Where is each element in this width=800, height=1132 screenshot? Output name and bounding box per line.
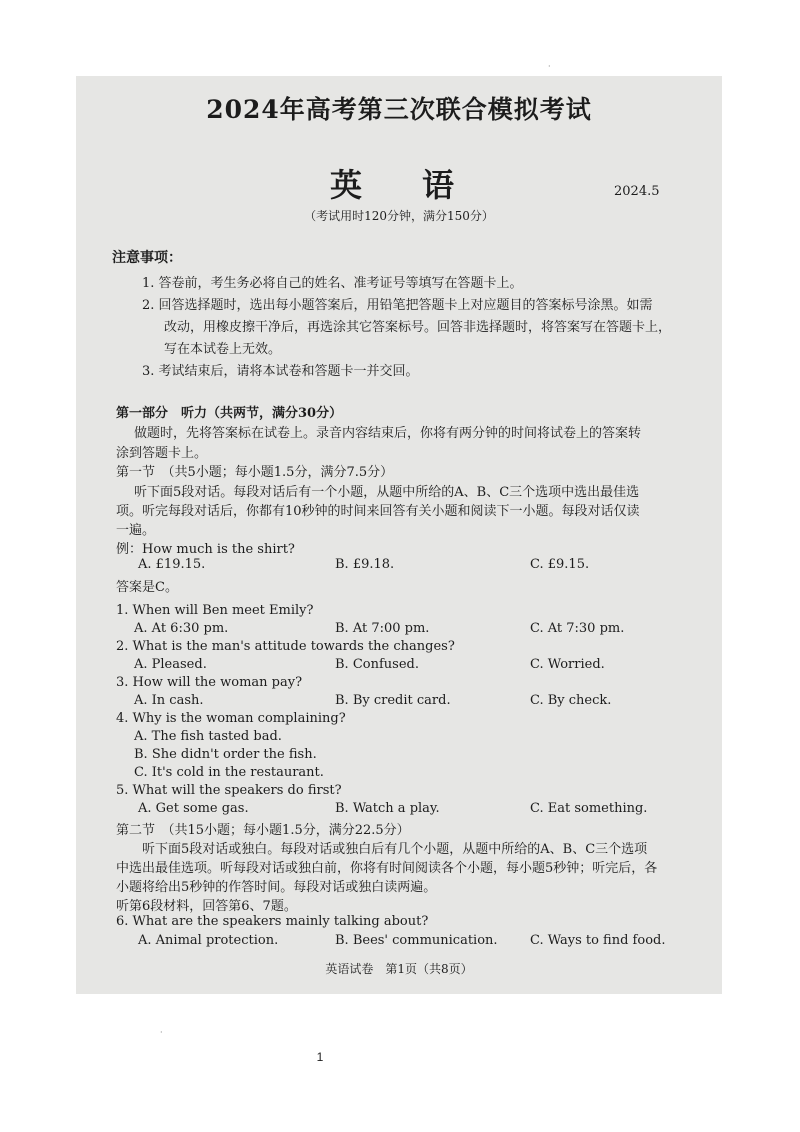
section1-intro-1: 听下面5段对话。每段对话后有一个小题，从题中所给的A、B、C三个选项中选出最佳选 xyxy=(134,485,640,500)
example-question: 例：How much is the shirt? xyxy=(116,542,295,557)
section1-intro-2: 项。听完每段对话后，你都有10秒钟的时间来回答有关小题和阅读下一小题。每段对话仅读 xyxy=(116,504,640,519)
exam-title: 2024年高考第三次联合模拟考试 xyxy=(206,95,592,124)
question-3: 3. How will the woman pay? xyxy=(116,675,303,690)
scan-speck: · xyxy=(160,1028,163,1037)
notice-item-1: 1. 答卷前，考生务必将自己的姓名、准考证号等填写在答题卡上。 xyxy=(142,276,523,291)
notice-item-2b: 改动，用橡皮擦干净后，再选涂其它答案标号。回答非选择题时，将答案写在答题卡上， xyxy=(164,320,672,335)
q4-option-b: B. She didn't order the fish. xyxy=(134,747,317,762)
scan-speck: · xyxy=(548,62,551,71)
page-number: 1 xyxy=(316,1050,324,1064)
q3-option-b: B. By credit card. xyxy=(335,693,451,708)
q5-option-b: B. Watch a play. xyxy=(335,801,440,816)
notice-heading: 注意事项： xyxy=(112,250,182,266)
q6-option-b: B. Bees' communication. xyxy=(335,933,498,948)
section2-intro-1: 听下面5段对话或独白。每段对话或独白后有几个小题，从题中所给的A、B、C三个选项 xyxy=(142,842,648,857)
notice-item-2a: 2. 回答选择题时，选出每小题答案后，用铅笔把答题卡上对应题目的答案标号涂黑。如需 xyxy=(142,298,653,313)
section2-intro-3: 小题将给出5秒钟的作答时间。每段对话或独白读两遍。 xyxy=(116,880,437,895)
q2-option-b: B. Confused. xyxy=(335,657,419,672)
time-note: （考试用时120分钟，满分150分） xyxy=(304,209,494,223)
question-5: 5. What will the speakers do first? xyxy=(116,783,342,798)
q1-option-c: C. At 7:30 pm. xyxy=(530,621,625,636)
q1-option-a: A. At 6:30 pm. xyxy=(134,621,229,636)
part1-heading: 第一部分 听力（共两节，满分30分） xyxy=(116,406,343,421)
question-1: 1. When will Ben meet Emily? xyxy=(116,603,314,618)
section2-heading: 第二节 （共15小题；每小题1.5分，满分22.5分） xyxy=(116,823,410,838)
q6-option-c: C. Ways to find food. xyxy=(530,933,666,948)
listen-6-instruction: 听第6段材料，回答第6、7题。 xyxy=(116,899,297,914)
page-footer: 英语试卷 第1页（共8页） xyxy=(325,962,473,976)
example-option-b: B. £9.18. xyxy=(335,557,395,572)
q1-option-b: B. At 7:00 pm. xyxy=(335,621,430,636)
q6-option-a: A. Animal protection. xyxy=(138,933,279,948)
exam-page xyxy=(76,76,722,994)
part1-intro-1: 做题时，先将答案标在试卷上。录音内容结束后，你将有两分钟的时间将试卷上的答案转 xyxy=(134,426,642,441)
q5-option-a: A. Get some gas. xyxy=(138,801,249,816)
example-option-c: C. £9.15. xyxy=(530,557,590,572)
question-6: 6. What are the speakers mainly talking about? xyxy=(116,914,429,929)
section1-heading: 第一节 （共5小题；每小题1.5分，满分7.5分） xyxy=(116,465,394,480)
subject-title: 英 语 xyxy=(329,166,468,204)
q3-option-a: A. In cash. xyxy=(134,693,204,708)
q3-option-c: C. By check. xyxy=(530,693,612,708)
exam-date: 2024.5 xyxy=(614,184,660,199)
question-2: 2. What is the man's attitude towards the changes? xyxy=(116,639,455,654)
section2-intro-2: 中选出最佳选项。听每段对话或独白前，你将有时间阅读各个小题，每小题5秒钟；听完后，各 xyxy=(116,861,658,876)
part1-intro-2: 涂到答题卡上。 xyxy=(116,446,208,461)
question-4: 4. Why is the woman complaining? xyxy=(116,711,346,726)
q5-option-c: C. Eat something. xyxy=(530,801,648,816)
section1-intro-3: 一遍。 xyxy=(116,523,156,538)
q4-option-a: A. The fish tasted bad. xyxy=(134,729,282,744)
q4-option-c: C. It's cold in the restaurant. xyxy=(134,765,324,780)
notice-item-2c: 写在本试卷上无效。 xyxy=(164,342,282,357)
q2-option-c: C. Worried. xyxy=(530,657,605,672)
example-answer: 答案是C。 xyxy=(116,580,178,595)
notice-item-3: 3. 考试结束后，请将本试卷和答题卡一并交回。 xyxy=(142,364,419,379)
example-option-a: A. £19.15. xyxy=(138,557,206,572)
q2-option-a: A. Pleased. xyxy=(134,657,207,672)
